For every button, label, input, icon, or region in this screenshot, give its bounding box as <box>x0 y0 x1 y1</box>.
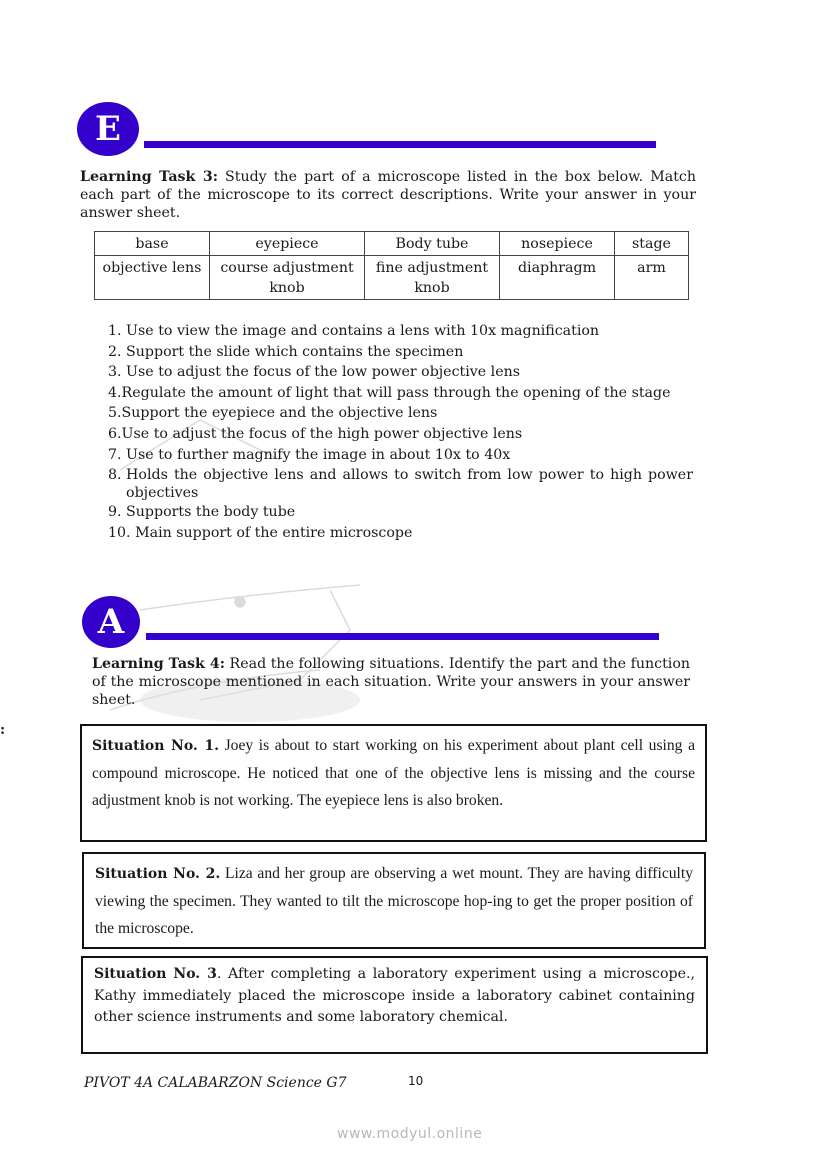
situation-1-text: Situation No. 1. Joey is about to start working on his experiment about plant cell using a compound microscope. He noticed that one of the objective lens is missing and the course adjustment knob is not working. The eyepiece lens is also broken. <box>92 737 695 809</box>
list-item: 6. Use to adjust the focus of the high power objective lens <box>108 425 523 442</box>
situation-2-box <box>82 852 706 949</box>
table-cell: objective lens <box>95 256 210 300</box>
table-cell: arm <box>615 256 689 300</box>
table-cell: eyepiece <box>210 232 365 256</box>
situation-3-label: Situation No. 3 <box>94 966 217 982</box>
list-item: 4. Regulate the amount of light that will pass through the opening of the stage <box>108 384 671 401</box>
learning-task-3-instructions <box>80 168 696 222</box>
microscope-parts-table <box>94 231 689 300</box>
table-cell: base <box>95 232 210 256</box>
footer-title: PIVOT 4A CALABARZON Science G7 <box>84 1075 347 1091</box>
section-e-badge <box>77 102 139 156</box>
list-item: 7. Use to further magnify the image in about 10x to 40x <box>108 446 511 463</box>
table-cell: Body tube <box>365 232 500 256</box>
learning-task-3-text: Study the part of a microscope listed in the box below. Match each part of the microscope to its correct descriptions. Write your answer in your answer sheet. <box>80 169 696 221</box>
table-cell: course adjustment knob <box>210 256 365 300</box>
list-item: 8. Holds the objective lens and allows to switch from low power to high power objectives <box>108 467 693 502</box>
list-item: 3. Use to adjust the focus of the low power objective lens <box>108 364 521 381</box>
situation-1-label: Situation No. 1. <box>92 738 219 754</box>
situation-2-text: Situation No. 2. Liza and her group are observing a wet mount. They are having difficulty viewing the specimen. They wanted to tilt the microscope hop-ing to get the proper position of the microscope. <box>95 865 693 937</box>
list-item: 9. Supports the body tube <box>108 504 296 521</box>
stray-mark: : <box>0 722 6 738</box>
situation-3-text: Situation No. 3. After completing a laboratory experiment using a microscope., Kathy immediately placed the microscope inside a laboratory cabinet containing other science instruments and some laboratory chemical. <box>94 966 696 1025</box>
learning-task-3-label: Learning Task 3: <box>80 169 218 185</box>
table-row <box>95 256 689 300</box>
table-cell: stage <box>615 232 689 256</box>
section-a-letter: A <box>97 602 125 642</box>
situation-3-box <box>81 956 708 1054</box>
table-cell: nosepiece <box>500 232 615 256</box>
list-item: 1. Use to view the image and contains a lens with 10x magnification <box>108 323 600 339</box>
section-e-rule <box>144 141 656 148</box>
list-item: 5. Support the eyepiece and the objective lens <box>108 405 438 422</box>
section-e-letter: E <box>95 109 121 149</box>
table-cell: fine adjustment knob <box>365 256 500 300</box>
page-number: 10 <box>408 1074 424 1088</box>
situation-2-label: Situation No. 2. <box>95 866 221 882</box>
learning-task-4-text: Read the following situations. Identify the part and the function of the microscope mentioned in each situation. Write your answers in your answer sheet. <box>92 656 691 708</box>
list-item: 2. Support the slide which contains the specimen <box>108 343 464 360</box>
table-cell: diaphragm <box>500 256 615 300</box>
list-item: 10. Main support of the entire microscope <box>108 524 413 541</box>
learning-task-4-label: Learning Task 4: <box>92 656 225 672</box>
table-row <box>95 232 689 256</box>
section-a-badge <box>82 596 140 648</box>
section-a-rule <box>146 633 659 640</box>
descriptions-list <box>108 321 693 543</box>
learning-task-4-instructions <box>92 655 690 709</box>
website-watermark: www.modyul.online <box>337 1126 483 1142</box>
situation-1-box <box>80 724 707 842</box>
